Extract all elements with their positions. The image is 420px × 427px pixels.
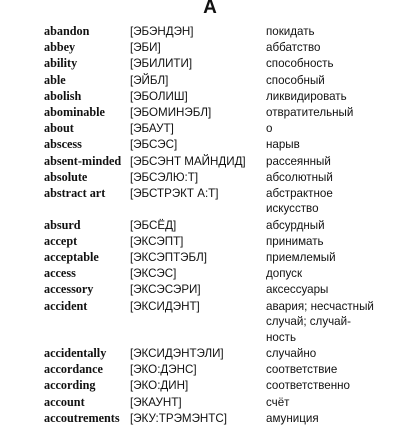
entry-row	[0, 218, 420, 234]
entry-row	[0, 250, 420, 266]
entry-meaning: способность	[266, 57, 334, 71]
entry-row	[0, 346, 420, 362]
section-letter-heading: A	[203, 0, 217, 18]
entry-word: accessory	[44, 282, 94, 297]
entry-meaning: рассеянный	[266, 154, 331, 168]
entry-transcription: [ЭКУ:ТРЭМЭНТС]	[130, 411, 227, 425]
entry-transcription: [ЭЙБЛ]	[130, 73, 169, 87]
entry-transcription: [ЭБСЭС]	[130, 138, 178, 152]
entry-row	[0, 154, 420, 170]
entry-transcription: [ЭКАУНТ]	[130, 395, 182, 409]
entry-transcription: [ЭБСЭНТ МАЙНДИД]	[130, 154, 246, 168]
entry-row	[0, 282, 420, 298]
entry-transcription: [ЭКСИДЭНТЭЛИ]	[130, 346, 224, 360]
entry-row	[0, 73, 420, 89]
entry-word: access	[44, 266, 76, 281]
entry-word: able	[44, 72, 66, 87]
entry-row	[0, 411, 420, 427]
entry-meaning: случайно	[266, 346, 317, 360]
entry-row	[0, 299, 420, 346]
entry-row	[0, 186, 420, 217]
entry-word: accoutrements	[44, 410, 120, 425]
entry-row	[0, 121, 420, 137]
entry-meaning: ликвидировать	[266, 89, 347, 103]
entry-transcription: [ЭБОМИНЭБЛ]	[130, 105, 212, 119]
entry-word: accordance	[44, 362, 103, 377]
entry-meaning: аксессуары	[266, 283, 329, 297]
entry-row	[0, 56, 420, 72]
entry-meaning: аббатство	[266, 41, 321, 55]
entry-list	[0, 24, 420, 427]
entry-transcription: [ЭБЭНДЭН]	[130, 25, 194, 38]
entry-transcription: [ЭБАУТ]	[130, 122, 174, 136]
entry-word: absent-minded	[44, 153, 122, 168]
entry-meaning: способный	[266, 73, 325, 87]
entry-transcription: [ЭКО:ДИН]	[130, 379, 189, 393]
entry-meaning: абсурдный	[266, 218, 325, 232]
entry-meaning: о	[266, 122, 273, 136]
entry-transcription: [ЭБОЛИШ]	[130, 89, 188, 103]
entry-word: abscess	[44, 137, 82, 152]
entry-meaning: счёт	[266, 395, 290, 409]
entry-meaning: приемлемый	[266, 251, 336, 265]
entry-row	[0, 395, 420, 411]
entry-transcription: [ЭБСЭЛЮ:Т]	[130, 170, 199, 184]
entry-row	[0, 89, 420, 105]
entry-transcription: [ЭКСИДЭНТ]	[130, 299, 200, 313]
entry-row	[0, 234, 420, 250]
entry-meaning: нарыв	[266, 138, 300, 152]
entry-row	[0, 170, 420, 186]
entry-transcription: [ЭКО:ДЭНС]	[130, 363, 197, 377]
entry-transcription: [ЭБСЁД]	[130, 218, 177, 232]
entry-word: abominable	[44, 104, 105, 119]
entry-meaning: авария; несчастный случай; случай- ность	[266, 299, 374, 344]
entry-row	[0, 266, 420, 282]
entry-word: account	[44, 394, 85, 409]
entry-word: ability	[44, 56, 78, 71]
entry-row	[0, 378, 420, 394]
entry-meaning: абстрактное искусство	[266, 186, 333, 216]
entry-meaning: принимать	[266, 234, 324, 248]
entry-word: accidentally	[44, 345, 107, 360]
entry-word: accident	[44, 298, 88, 313]
entry-meaning: отвратительный	[266, 105, 354, 119]
entry-row	[0, 24, 420, 40]
entry-word: about	[44, 121, 74, 136]
entry-word: accept	[44, 233, 78, 248]
entry-row	[0, 362, 420, 378]
entry-transcription: [ЭБСТРЭКТ А:Т]	[130, 186, 219, 200]
entry-meaning: соответственно	[266, 379, 350, 393]
entry-word: according	[44, 378, 96, 393]
entry-transcription: [ЭКСЭПТЭБЛ]	[130, 251, 207, 265]
entry-meaning: соответствие	[266, 363, 338, 377]
entry-transcription: [ЭКСЭСЭРИ]	[130, 283, 201, 297]
entry-meaning: покидать	[266, 25, 315, 38]
entry-word: abandon	[44, 24, 90, 38]
entry-row	[0, 137, 420, 153]
entry-meaning: допуск	[266, 267, 303, 281]
entry-word: abolish	[44, 88, 82, 103]
entry-word: absurd	[44, 217, 81, 232]
entry-word: abbey	[44, 40, 76, 55]
entry-row	[0, 40, 420, 56]
entry-meaning: амуниция	[266, 411, 319, 425]
entry-word: acceptable	[44, 250, 99, 265]
entry-transcription: [ЭКСЭПТ]	[130, 234, 184, 248]
entry-word: abstract art	[44, 185, 106, 200]
entry-transcription: [ЭБИЛИТИ]	[130, 57, 193, 71]
entry-row	[0, 105, 420, 121]
entry-word: absolute	[44, 169, 88, 184]
entry-transcription: [ЭБИ]	[130, 41, 161, 55]
entry-transcription: [ЭКСЭС]	[130, 267, 177, 281]
entry-meaning: абсолютный	[266, 170, 333, 184]
